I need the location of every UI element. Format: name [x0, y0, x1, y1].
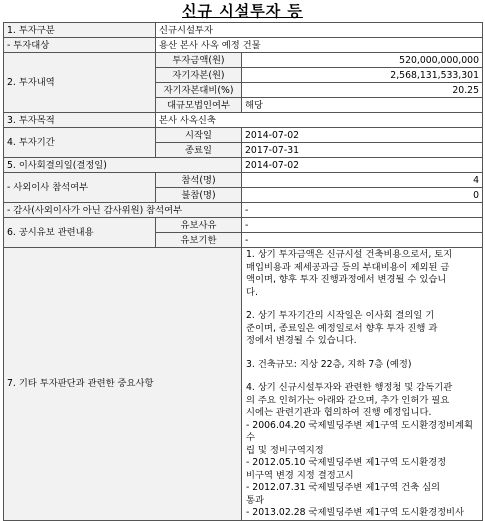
row-investment-amount	[4, 53, 483, 68]
row-investment-target	[4, 38, 483, 53]
row-label: - 감사(사외이사가 아닌 감사위원) 참석여부	[4, 203, 242, 218]
row-label: 1. 투자구분	[4, 23, 156, 38]
row-period-start	[4, 128, 483, 143]
disclosure-table	[3, 22, 483, 521]
sub-label: 유보사유	[156, 218, 242, 233]
note-paragraph: 1. 상기 투자금액은 신규시설 건축비용으로서, 토지 매입비용과 제세공과금 등의 부대비용이 제외된 금 액이며, 향후 투자 진행과정에서 변경될 수 있습니 다.	[246, 249, 453, 298]
sub-label: 투자금액(원)	[156, 53, 242, 68]
row-label: - 사외이사 참석여부	[4, 173, 156, 203]
row-label: 6. 공시유보 관련내용	[4, 218, 156, 248]
sub-value: 520,000,000,000	[242, 53, 483, 68]
row-value: -	[242, 203, 483, 218]
row-label: 4. 투자기간	[4, 128, 156, 158]
row-label: - 투자대상	[4, 38, 156, 53]
sub-label: 종료일	[156, 143, 242, 158]
row-label: 2. 투자내역	[4, 53, 156, 113]
row-auditor-attendance	[4, 203, 483, 218]
sub-label: 자기자본대비(%)	[156, 83, 242, 98]
sub-label: 시작일	[156, 128, 242, 143]
sub-value: 2,568,131,533,301	[242, 68, 483, 83]
row-investment-purpose	[4, 113, 483, 128]
page-title: 신규 시설투자 등	[182, 2, 303, 20]
sub-label: 유보기한	[156, 233, 242, 248]
note-paragraph: 3. 건축규모: 지상 22층, 지하 7층 (예정)	[246, 358, 412, 370]
row-outside-directors-present	[4, 173, 483, 188]
row-disclosure-deferral-reason	[4, 218, 483, 233]
row-label: 7. 기타 투자판단과 관련한 중요사항	[4, 248, 242, 521]
row-value: 본사 사옥신축	[156, 113, 483, 128]
sub-label: 자기자본(원)	[156, 68, 242, 83]
notes-cell	[242, 248, 483, 521]
sub-label: 불참(명)	[156, 188, 242, 203]
sub-label: 참석(명)	[156, 173, 242, 188]
sub-value: 4	[242, 173, 483, 188]
sub-value: 해당	[242, 98, 483, 113]
row-value: 신규시설투자	[156, 23, 483, 38]
row-board-date	[4, 158, 483, 173]
row-value: 용산 본사 사옥 예정 건물	[156, 38, 483, 53]
sub-label: 대규모법인여부	[156, 98, 242, 113]
sub-value: 20.25	[242, 83, 483, 98]
sub-value: 0	[242, 188, 483, 203]
note-paragraph: 2. 상기 투자기간의 시작일은 이사회 결의일 기 준이며, 종료일은 예정일로서 향후 투자 진행 과 정에서 변경될 수 있습니다.	[246, 310, 438, 346]
row-investment-type	[4, 23, 483, 38]
sub-value: -	[242, 218, 483, 233]
sub-value: 2017-07-31	[242, 143, 483, 158]
note-paragraph: 4. 상기 신규시설투자와 관련한 행정청 및 감독기관 의 주요 인허가는 아래와 같으며, 추가 인허가 필요 시에는 관련기관과 협의하여 진행 예정입니다. - 2006.04.20 국제빌딩주변 제1구역 도시환경정비계획수 립 및 정비구역지정 - 2012.05.10 국제빌딩주변 제1구역 도시환경정 비구역 변경 지정 결정고시 - 2012.07.31 국제빌딩주변 제1구역 건축 심의 통과 - 2013.02.28 국제빌딩주변 제1구역 도시환경정비사	[246, 382, 473, 518]
row-other-notes	[4, 248, 483, 521]
row-label: 5. 이사회결의일(결정일)	[4, 158, 242, 173]
sub-value: 2014-07-02	[242, 128, 483, 143]
row-value: 2014-07-02	[242, 158, 483, 173]
sub-value: -	[242, 233, 483, 248]
row-label: 3. 투자목적	[4, 113, 156, 128]
